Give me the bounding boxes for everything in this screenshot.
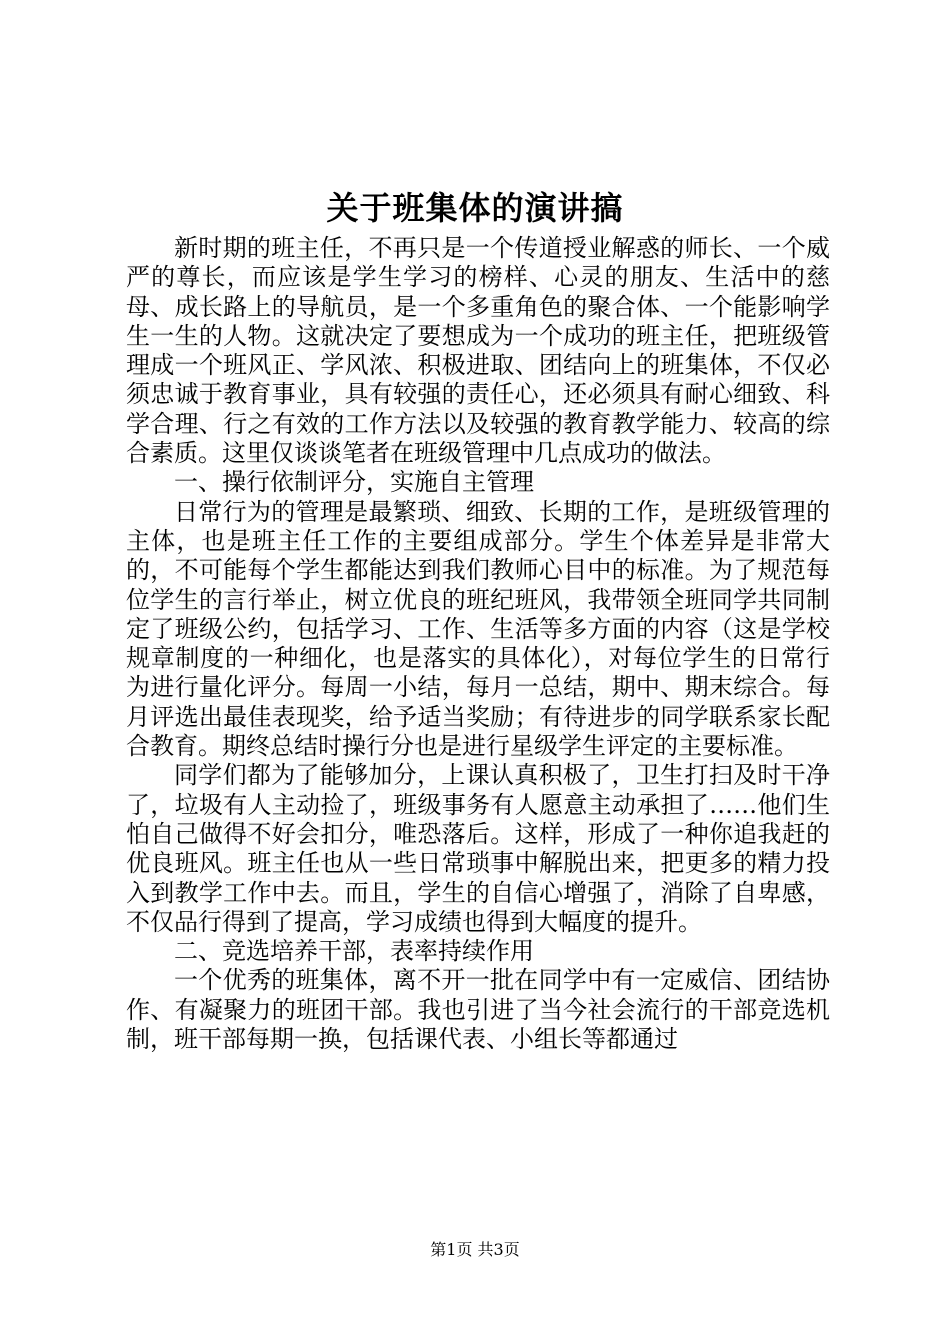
paragraph-intro: 新时期的班主任，不再只是一个传道授业解惑的师长、一个威严的尊长，而应该是学生学习的榜样、心灵的朋友、生活中的慈母、成长路上的导航员，是一个多重角色的聚合体、一个能影响学生一生的人物。这就决定了要想成为一个成功的班主任，把班级管理成一个班风正、学风浓、积极进取、团结向上的班集体，不仅必须忠诚于教育事业，具有较强的责任心，还必须具有耐心细致、科学合理、行之有效的工作方法以及较强的教育教学能力、较高的综合素质。这里仅谈谈笔者在班级管理中几点成功的做法。: [126, 234, 830, 468]
paragraph-section-2a: 一个优秀的班集体，离不开一批在同学中有一定威信、团结协作、有凝聚力的班团干部。我也引进了当今社会流行的干部竞选机制，班干部每期一换，包括课代表、小组长等都通过: [126, 966, 830, 1054]
section-heading-2: 二、竞选培养干部，表率持续作用: [174, 937, 534, 966]
paragraph-section-1b: 同学们都为了能够加分，上课认真积极了，卫生打扫及时干净了，垃圾有人主动捡了，班级事务有人愿意主动承担了……他们生怕自己做得不好会扣分，唯恐落后。这样，形成了一种你追我赶的优良班风。班主任也从一些日常琐事中解脱出来，把更多的精力投入到教学工作中去。而且，学生的自信心增强了，消除了自卑感，不仅品行得到了提高，学习成绩也得到大幅度的提升。: [126, 761, 830, 936]
section-heading-1: 一、操行依制评分，实施自主管理: [174, 468, 534, 497]
page-number-footer: 第1页 共3页: [430, 1240, 520, 1259]
paragraph-section-1a: 日常行为的管理是最繁琐、细致、长期的工作，是班级管理的主体，也是班主任工作的主要组成部分。学生个体差异是非常大的，不可能每个学生都能达到我们教师心目中的标准。为了规范每位学生的言行举止，树立优良的班纪班风，我带领全班同学共同制定了班级公约，包括学习、工作、生活等多方面的内容（这是学校规章制度的一种细化，也是落实的具体化），对每位学生的日常行为进行量化评分。每周一小结，每月一总结，期中、期末综合。每月评选出最佳表现奖，给予适当奖励；有待进步的同学联系家长配合教育。期终总结时操行分也是进行星级学生评定的主要标准。: [126, 497, 830, 761]
document-title: 关于班集体的演讲搞: [326, 189, 624, 227]
document-body: [126, 234, 830, 1054]
